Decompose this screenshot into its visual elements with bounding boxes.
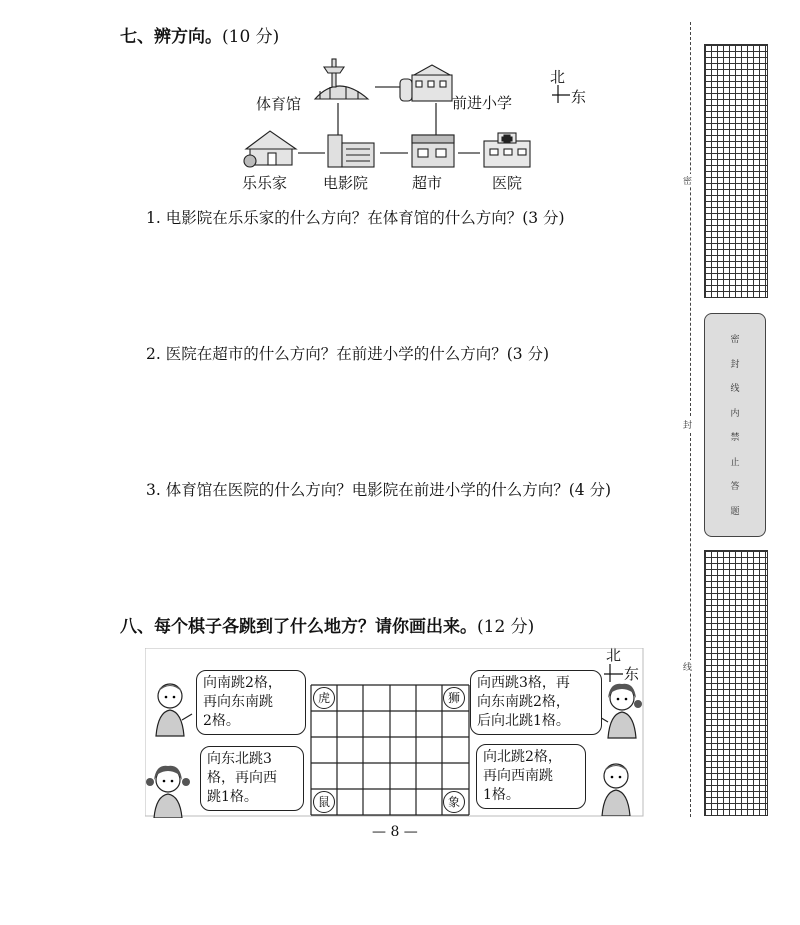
question-1: 1. 电影院在乐乐家的什么方向？在体育馆的什么方向？(3 分)	[146, 209, 565, 227]
notice-char: 线	[730, 384, 740, 394]
notice-char: 封	[730, 359, 740, 370]
question-3: 3. 体育馆在医院的什么方向？电影院在前进小学的什么方向？(4 分)	[146, 481, 612, 499]
binding-label-top: 密	[683, 174, 692, 187]
piece-elephant: 象	[443, 791, 465, 813]
bubble-line: 向南跳2格，	[203, 675, 282, 691]
bubble-line: 向东北跳3	[207, 751, 272, 767]
notice-char: 止	[730, 457, 740, 468]
bubble-top-left	[196, 670, 306, 735]
girl-figure-icon	[146, 764, 192, 818]
bubble-bottom-left	[200, 746, 304, 811]
section7-title-text: 七、辨方向。	[120, 27, 222, 47]
board-compass-east: 东	[624, 665, 640, 683]
girl2-figure-icon	[596, 682, 646, 740]
notice-char: 禁	[730, 433, 740, 443]
binding-label-bottom: 线	[683, 660, 692, 673]
cinema-building	[328, 135, 374, 167]
section8-title	[120, 612, 534, 637]
binding-grid-bottom	[704, 550, 768, 816]
piece-mouse: 鼠	[313, 791, 335, 813]
gym-building	[315, 59, 368, 99]
hospital-building	[484, 133, 530, 167]
bubble-line: 向西跳3格，再	[477, 675, 570, 691]
board-compass-north: 北	[606, 646, 622, 664]
piece-lion: 狮	[443, 687, 465, 709]
place-home: 乐乐家	[242, 174, 288, 192]
bubble-line: 再向东南跳	[203, 694, 273, 710]
bubble-bottom-right	[476, 744, 586, 809]
binding-label-middle: 封	[683, 418, 692, 431]
piece-tiger: 虎	[313, 687, 335, 709]
question-2: 2. 医院在超市的什么方向？在前进小学的什么方向？(3 分)	[146, 345, 550, 363]
place-cinema: 电影院	[323, 174, 369, 192]
bubble-top-right	[470, 670, 602, 735]
bubble-line: 2格。	[203, 713, 240, 729]
bubble-line: 后向北跳1格。	[477, 713, 570, 729]
section8-points: (12 分)	[477, 617, 535, 637]
binding-grid-top	[704, 44, 768, 298]
page-number: — 8 —	[372, 824, 418, 840]
boy2-figure-icon	[594, 760, 640, 816]
section8-title-text: 八、每个棋子各跳到了什么地方？请你画出来。	[120, 617, 477, 637]
bubble-line: 格，再向西	[207, 770, 277, 786]
home-building	[244, 131, 296, 167]
market-building	[412, 135, 454, 167]
bubble-line: 向东南跳2格，	[477, 694, 570, 710]
notice-char: 内	[730, 408, 740, 419]
bubble-line: 向北跳2格，	[483, 749, 562, 765]
place-market: 超市	[412, 174, 443, 192]
notice-char: 密	[730, 335, 740, 345]
notice-char: 题	[730, 506, 740, 517]
place-gym: 体育馆	[256, 95, 302, 113]
compass-east-label: 东	[571, 88, 587, 106]
place-hospital: 医院	[492, 174, 523, 192]
compass-north-label: 北	[550, 68, 566, 86]
bubble-line: 跳1格。	[207, 789, 258, 805]
school-building	[400, 65, 452, 101]
map-compass-icon	[552, 85, 570, 103]
boy-figure-icon	[150, 680, 194, 738]
notice-char: 答	[730, 482, 740, 492]
bubble-line: 再向西南跳	[483, 768, 553, 784]
binding-notice	[704, 313, 766, 537]
section7-points: (10 分)	[222, 27, 280, 47]
bubble-line: 1格。	[483, 787, 520, 803]
place-school: 前进小学	[452, 94, 513, 112]
section7-title	[120, 22, 279, 47]
